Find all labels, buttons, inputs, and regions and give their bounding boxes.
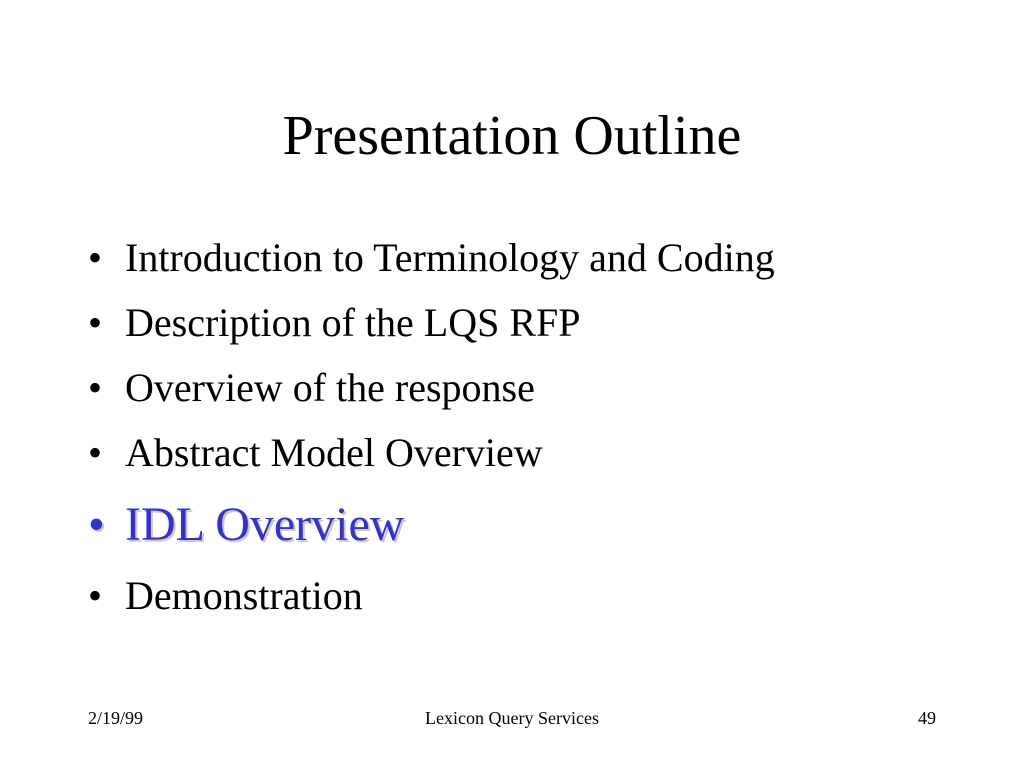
footer-page-number: 49 <box>918 708 936 728</box>
bullet-icon: • <box>88 573 103 618</box>
bullet-icon: • <box>88 365 103 410</box>
outline-list <box>88 228 968 631</box>
outline-item-label: IDL Overview <box>125 498 405 551</box>
bullet-icon: • <box>88 235 103 280</box>
bullet-icon: • <box>88 498 105 551</box>
outline-item-label: Overview of the response <box>125 365 535 410</box>
outline-item-label: Abstract Model Overview <box>125 430 543 475</box>
footer-title: Lexicon Query Services <box>425 708 599 728</box>
slide-title: Presentation Outline <box>282 105 742 167</box>
footer-date: 2/19/99 <box>88 708 144 728</box>
outline-item-demonstration <box>88 566 968 631</box>
outline-item-label: Demonstration <box>125 573 363 618</box>
outline-item-introduction <box>88 228 968 293</box>
outline-item-abstract-model <box>88 423 968 488</box>
outline-item-label: Introduction to Terminology and Coding <box>125 235 775 280</box>
outline-item-idl-overview-current <box>88 488 968 566</box>
outline-item-label: Description of the LQS RFP <box>125 300 581 345</box>
outline-item-response-overview <box>88 358 968 423</box>
outline-item-rfp-description <box>88 293 968 358</box>
bullet-icon: • <box>88 300 103 345</box>
bullet-icon: • <box>88 430 103 475</box>
